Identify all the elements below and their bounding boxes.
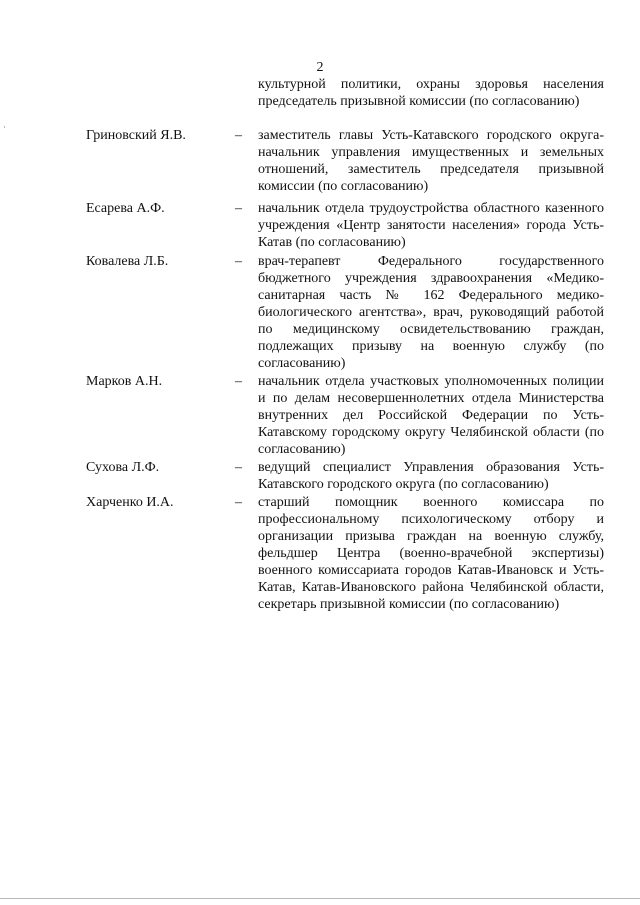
dash: – (235, 254, 242, 269)
member-role: заместитель главы Усть-Катавского городского округа-начальник управления имущественных и земельных отношений, заместитель председателя призывной комиссии (по согласованию) (258, 128, 604, 194)
member-name: Гриновский Я.В. (86, 128, 186, 143)
member-name: Сухова Л.Ф. (86, 460, 160, 475)
member-name: Харченко И.А. (86, 495, 174, 510)
member-role: ведущий специалист Управления образования Усть-Катавского городского округа (по согласованию) (258, 460, 604, 492)
scan-artifact (0, 898, 640, 899)
member-role: врач-терапевт Федерального государственного бюджетного учреждения здравоохранения «Медико-санитарная часть № 162 Федерального медико-биологического агентства», врач, руководящий работой по медицинскому освидетельствованию граждан, подлежащих призыву на военную службу (по согласованию) (258, 254, 604, 371)
member-name: Ковалева Л.Б. (86, 254, 169, 269)
scan-artifact (4, 126, 5, 128)
member-name: Есарева А.Ф. (86, 201, 165, 216)
member-role: начальник отдела участковых уполномоченных полиции и по делам несовершеннолетних отдела Министерства внутренних дел Российской Федерации по Усть-Катавскому городскому округу Челябинской области (по согласованию) (258, 374, 604, 457)
member-role: начальник отдела трудоустройства областного казенного учреждения «Центр занятости населения» города Усть-Катав (по согласованию) (258, 201, 604, 250)
continuation-text: культурной политики, охраны здоровья населения председатель призывной комиссии (по согласованию) (258, 77, 604, 109)
page-number: 2 (316, 60, 324, 75)
dash: – (235, 128, 242, 143)
dash: – (235, 374, 242, 389)
dash: – (235, 201, 242, 216)
member-role: старший помощник военного комиссара по профессиональному психологическому отбору и организации призыва граждан на военную службу, фельдшер Центра (военно-врачебной экспертизы) военного комиссариата городов Катав-Ивановск и Усть-Катав, Катав-Ивановского района Челябинской области, секретарь призывной комиссии (по согласованию) (258, 495, 604, 612)
dash: – (235, 495, 242, 510)
member-name: Марков А.Н. (86, 374, 163, 389)
dash: – (235, 460, 242, 475)
